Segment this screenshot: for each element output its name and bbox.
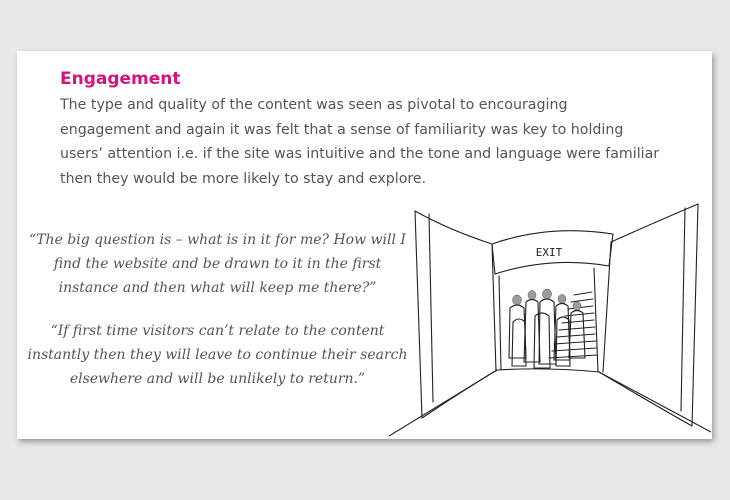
exit-corridor-illustration [389,196,711,439]
section-body: The type and quality of the content was seen as pivotal to encouraging engagement and again it was felt that a sense of familiarity was key to holding users’ attention i.e. if the site was intuitive and the tone and language were familiar then they would be more likely to stay and explore. [60,97,660,187]
exit-sign-label: EXIT [535,246,563,259]
quote-2: “If first time visitors can’t relate to the content instantly then they will leave to continue their search elsewhere and will be unlikely to return.” [27,323,408,387]
section-heading: Engagement [60,69,181,89]
quote-1: “The big question is – what is in it for me? How will I find the website and be drawn to it in the first instance and then what will keep me there?” [29,232,406,296]
slide [17,51,712,439]
